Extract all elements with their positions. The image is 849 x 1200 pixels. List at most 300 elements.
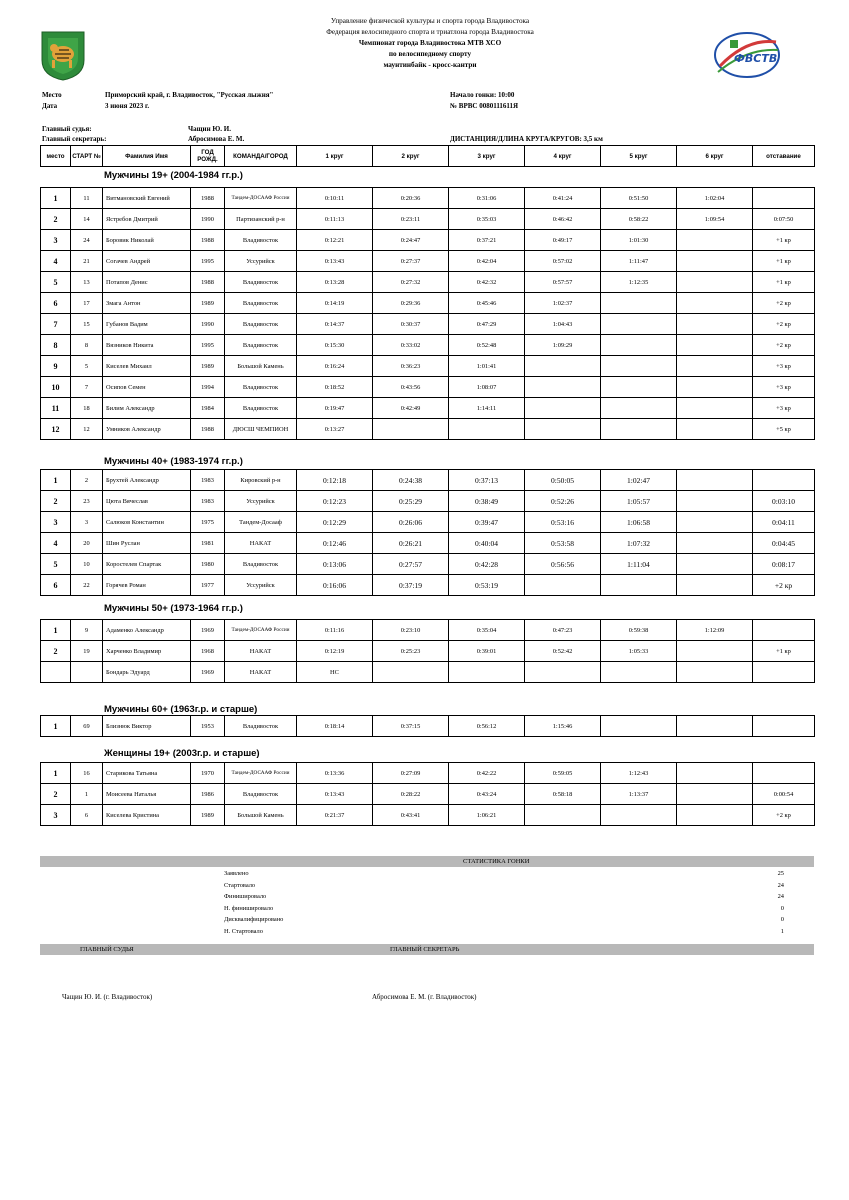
lap-2-cell: 0:23:11: [373, 209, 449, 230]
group-table-wrap: [40, 762, 814, 826]
birth-year-cell: 1995: [191, 251, 225, 272]
name-cell: Билим Александр: [103, 398, 191, 419]
result-row: [41, 641, 815, 662]
stats-row: [224, 914, 784, 925]
start-number-cell: 18: [71, 398, 103, 419]
place-cell: 1: [41, 716, 71, 737]
team-cell: ДЮСШ ЧЕМПИОН: [225, 419, 297, 440]
stats-label: Н. Стартовало: [224, 927, 263, 935]
place-label: Место: [42, 91, 62, 99]
lap-2-cell: 0:43:56: [373, 377, 449, 398]
lap-2-cell: 0:24:47: [373, 230, 449, 251]
team-cell: Уссурийск: [225, 575, 297, 596]
place-cell: 9: [41, 356, 71, 377]
start-number-cell: 17: [71, 293, 103, 314]
lap-5-cell: [601, 662, 677, 683]
group-table: [40, 469, 815, 596]
birth-year-cell: 1988: [191, 272, 225, 293]
place-cell: 2: [41, 641, 71, 662]
judge-value: Чащин Ю. И.: [188, 125, 231, 133]
lap-3-cell: [449, 419, 525, 440]
result-row: [41, 356, 815, 377]
result-row: [41, 314, 815, 335]
date-value: 3 июня 2023 г.: [105, 102, 150, 110]
name-cell: Боровик Николай: [103, 230, 191, 251]
gap-cell: +1 кр: [753, 230, 815, 251]
lap-1-cell: 0:13:36: [297, 763, 373, 784]
group-title: Мужчины 40+ (1983-1974 гг.р.): [104, 456, 243, 467]
stats-label: Дисквалифицировано: [224, 916, 284, 923]
city-coat-of-arms-icon: [40, 30, 86, 82]
team-cell: Уссурийск: [225, 251, 297, 272]
lap-2-cell: 0:25:29: [373, 491, 449, 512]
judge-signature: Чащин Ю. И. (г. Владивосток): [62, 993, 153, 1001]
lap-5-cell: 1:13:37: [601, 784, 677, 805]
team-cell: Партизанский р-н: [225, 209, 297, 230]
place-cell: 2: [41, 491, 71, 512]
gap-cell: +2 кр: [753, 293, 815, 314]
birth-year-cell: 1994: [191, 377, 225, 398]
name-cell: Потапов Денис: [103, 272, 191, 293]
lap-1-cell: 0:12:19: [297, 641, 373, 662]
place-cell: 7: [41, 314, 71, 335]
team-cell: НАКАТ: [225, 641, 297, 662]
lap-3-cell: 1:01:41: [449, 356, 525, 377]
result-row: [41, 716, 815, 737]
lap-4-cell: [525, 419, 601, 440]
lap-3-cell: 0:35:03: [449, 209, 525, 230]
lap-2-cell: [373, 419, 449, 440]
result-row: [41, 209, 815, 230]
lap-1-cell: 0:14:19: [297, 293, 373, 314]
name-cell: Вязников Никита: [103, 335, 191, 356]
lap-6-cell: 1:02:04: [677, 188, 753, 209]
lap-4-cell: 0:52:42: [525, 641, 601, 662]
team-cell: Тандем-ДОСААФ России: [225, 763, 297, 784]
lap-3-cell: 0:39:01: [449, 641, 525, 662]
start-number-cell: 8: [71, 335, 103, 356]
result-row: [41, 377, 815, 398]
name-cell: Близнюк Виктор: [103, 716, 191, 737]
birth-year-cell: 1990: [191, 314, 225, 335]
lap-1-cell: 0:15:30: [297, 335, 373, 356]
column-header: СТАРТ №: [71, 146, 103, 167]
start-number-cell: 10: [71, 554, 103, 575]
birth-year-cell: 1981: [191, 533, 225, 554]
lap-4-cell: 1:15:46: [525, 716, 601, 737]
lap-1-cell: 0:13:43: [297, 251, 373, 272]
gap-cell: +2 кр: [753, 335, 815, 356]
group-title: Мужчины 50+ (1973-1964 гг.р.): [104, 603, 243, 614]
team-cell: Тандем-ДОСААФ России: [225, 620, 297, 641]
column-header: место: [41, 146, 71, 167]
start-number-cell: 20: [71, 533, 103, 554]
start-number-cell: 21: [71, 251, 103, 272]
lap-1-cell: 0:13:28: [297, 272, 373, 293]
stats-label: Стартовало: [224, 881, 256, 889]
federation-logo-icon: [712, 28, 782, 80]
start-number-cell: 9: [71, 620, 103, 641]
birth-year-cell: 1968: [191, 641, 225, 662]
lap-4-cell: 0:57:02: [525, 251, 601, 272]
lap-5-cell: [601, 419, 677, 440]
birth-year-cell: 1980: [191, 554, 225, 575]
stats-row: [224, 880, 784, 891]
lap-5-cell: 1:11:04: [601, 554, 677, 575]
lap-2-cell: 0:33:02: [373, 335, 449, 356]
lap-6-cell: [677, 314, 753, 335]
start-number-cell: 23: [71, 491, 103, 512]
name-cell: Коростелев Спартак: [103, 554, 191, 575]
lap-1-cell: 0:18:14: [297, 716, 373, 737]
lap-4-cell: 1:09:29: [525, 335, 601, 356]
lap-1-cell: 0:12:29: [297, 512, 373, 533]
distance-label: ДИСТАНЦИЯ/ДЛИНА КРУГА/КРУГОВ: 3,5 км: [450, 135, 603, 143]
lap-5-cell: [601, 335, 677, 356]
lap-2-cell: 0:24:38: [373, 470, 449, 491]
lap-5-cell: [601, 575, 677, 596]
team-cell: Владивосток: [225, 272, 297, 293]
lap-3-cell: 0:37:13: [449, 470, 525, 491]
lap-1-cell: 0:11:13: [297, 209, 373, 230]
lap-1-cell: 0:13:27: [297, 419, 373, 440]
birth-year-cell: 1953: [191, 716, 225, 737]
judge-title: ГЛАВНЫЙ СУДЬЯ: [80, 946, 134, 953]
lap-3-cell: 0:42:22: [449, 763, 525, 784]
start-number-cell: 7: [71, 377, 103, 398]
name-cell: Старикова Татьяна: [103, 763, 191, 784]
lap-5-cell: [601, 314, 677, 335]
lap-1-cell: 0:10:11: [297, 188, 373, 209]
birth-year-cell: 1977: [191, 575, 225, 596]
lap-1-cell: 0:13:43: [297, 784, 373, 805]
lap-2-cell: 0:27:37: [373, 251, 449, 272]
signature-title-bar: [40, 944, 814, 955]
lap-6-cell: [677, 575, 753, 596]
start-number-cell: 15: [71, 314, 103, 335]
column-header: 6 круг: [677, 146, 753, 167]
lap-1-cell: 0:16:06: [297, 575, 373, 596]
lap-4-cell: 0:50:05: [525, 470, 601, 491]
team-cell: Владивосток: [225, 230, 297, 251]
team-cell: Тандем-ДОСААФ России: [225, 188, 297, 209]
name-cell: Губанов Вадим: [103, 314, 191, 335]
lap-2-cell: 0:37:19: [373, 575, 449, 596]
lap-5-cell: 1:06:58: [601, 512, 677, 533]
lap-5-cell: 1:12:43: [601, 763, 677, 784]
lap-2-cell: 0:42:49: [373, 398, 449, 419]
place-cell: 2: [41, 784, 71, 805]
header-line-5: маунтинбайк - кросс-кантри: [383, 61, 477, 69]
lap-5-cell: [601, 805, 677, 826]
team-cell: Владивосток: [225, 314, 297, 335]
lap-6-cell: [677, 377, 753, 398]
lap-5-cell: [601, 377, 677, 398]
result-row: [41, 470, 815, 491]
lap-3-cell: 0:35:04: [449, 620, 525, 641]
result-row: [41, 293, 815, 314]
lap-3-cell: 0:56:12: [449, 716, 525, 737]
stats-title: СТАТИСТИКА ГОНКИ: [463, 858, 530, 865]
start-number-cell: 22: [71, 575, 103, 596]
lap-6-cell: [677, 293, 753, 314]
lap-5-cell: 1:01:30: [601, 230, 677, 251]
lap-6-cell: [677, 398, 753, 419]
birth-year-cell: 1983: [191, 470, 225, 491]
column-header: Фамилия Имя: [103, 146, 191, 167]
column-header: отставание: [753, 146, 815, 167]
group-table-wrap: [40, 187, 814, 440]
team-cell: Владивосток: [225, 335, 297, 356]
lap-1-cell: НС: [297, 662, 373, 683]
lap-4-cell: [525, 398, 601, 419]
group-title: Женщины 19+ (2003г.р. и старше): [104, 748, 260, 759]
place-cell: 10: [41, 377, 71, 398]
team-cell: НАКАТ: [225, 662, 297, 683]
place-cell: 1: [41, 620, 71, 641]
result-row: [41, 554, 815, 575]
gap-cell: +1 кр: [753, 641, 815, 662]
lap-6-cell: [677, 554, 753, 575]
name-cell: Брухтей Александр: [103, 470, 191, 491]
result-row: [41, 512, 815, 533]
header-line-1: Управление физической культуры и спорта города Владивостока: [330, 17, 530, 25]
lap-4-cell: 1:02:37: [525, 293, 601, 314]
group-table-wrap: [40, 715, 814, 737]
lap-4-cell: 0:46:42: [525, 209, 601, 230]
lap-2-cell: 0:26:06: [373, 512, 449, 533]
lap-5-cell: [601, 356, 677, 377]
place-cell: 3: [41, 805, 71, 826]
column-header: 2 круг: [373, 146, 449, 167]
birth-year-cell: 1983: [191, 491, 225, 512]
lap-1-cell: 0:14:37: [297, 314, 373, 335]
lap-6-cell: [677, 272, 753, 293]
lap-3-cell: 1:06:21: [449, 805, 525, 826]
lap-3-cell: 1:08:07: [449, 377, 525, 398]
place-cell: 6: [41, 575, 71, 596]
lap-5-cell: 1:12:35: [601, 272, 677, 293]
result-row: [41, 533, 815, 554]
team-cell: Большой Камень: [225, 356, 297, 377]
lap-2-cell: 0:30:37: [373, 314, 449, 335]
lap-1-cell: 0:16:24: [297, 356, 373, 377]
birth-year-cell: 1988: [191, 419, 225, 440]
lap-1-cell: 0:12:46: [297, 533, 373, 554]
lap-4-cell: [525, 805, 601, 826]
result-row: [41, 805, 815, 826]
lap-2-cell: 0:23:10: [373, 620, 449, 641]
place-cell: 5: [41, 272, 71, 293]
lap-5-cell: 1:05:57: [601, 491, 677, 512]
stats-value: 0: [780, 904, 784, 912]
result-row: [41, 188, 815, 209]
lap-5-cell: 0:51:50: [601, 188, 677, 209]
gap-cell: +1 кр: [753, 251, 815, 272]
stats-value: 0: [780, 916, 784, 923]
gap-cell: 0:04:45: [753, 533, 815, 554]
lap-6-cell: [677, 230, 753, 251]
gap-cell: [753, 470, 815, 491]
group-table-wrap: [40, 619, 814, 683]
stats-row: [224, 903, 784, 914]
lap-3-cell: 0:53:19: [449, 575, 525, 596]
name-cell: Цюта Вячеслав: [103, 491, 191, 512]
lap-6-cell: [677, 470, 753, 491]
lap-2-cell: 0:27:32: [373, 272, 449, 293]
lap-2-cell: 0:28:22: [373, 784, 449, 805]
name-cell: Киселева Кристина: [103, 805, 191, 826]
lap-3-cell: 0:52:48: [449, 335, 525, 356]
result-row: [41, 620, 815, 641]
lap-6-cell: [677, 763, 753, 784]
place-cell: 1: [41, 188, 71, 209]
start-time: Начало гонки: 10:00: [450, 91, 515, 99]
name-cell: Ястребов Дмитрий: [103, 209, 191, 230]
gap-cell: 0:04:11: [753, 512, 815, 533]
header-line-4: по велосипедному спорту: [388, 50, 472, 58]
place-cell: 8: [41, 335, 71, 356]
lap-3-cell: 0:47:29: [449, 314, 525, 335]
start-number-cell: 16: [71, 763, 103, 784]
place-cell: 4: [41, 533, 71, 554]
team-cell: Владивосток: [225, 554, 297, 575]
gap-cell: +2 кр: [753, 805, 815, 826]
lap-4-cell: 0:58:18: [525, 784, 601, 805]
group-title: Мужчины 19+ (2004-1984 гг.р.): [104, 170, 243, 181]
team-cell: Владивосток: [225, 398, 297, 419]
place-cell: 12: [41, 419, 71, 440]
lap-3-cell: 0:42:32: [449, 272, 525, 293]
lap-3-cell: 0:39:47: [449, 512, 525, 533]
lap-6-cell: [677, 784, 753, 805]
place-cell: [41, 662, 71, 683]
lap-6-cell: 1:09:54: [677, 209, 753, 230]
place-cell: 3: [41, 230, 71, 251]
federation-logo-text: ФВСТВ: [734, 52, 778, 65]
result-row: [41, 251, 815, 272]
lap-3-cell: 0:40:04: [449, 533, 525, 554]
gap-cell: +5 кр: [753, 419, 815, 440]
lap-2-cell: 0:43:41: [373, 805, 449, 826]
lap-1-cell: 0:12:21: [297, 230, 373, 251]
lap-4-cell: [525, 575, 601, 596]
start-number-cell: 19: [71, 641, 103, 662]
place-cell: 11: [41, 398, 71, 419]
start-number-cell: 14: [71, 209, 103, 230]
lap-4-cell: 1:04:43: [525, 314, 601, 335]
lap-1-cell: 0:12:18: [297, 470, 373, 491]
lap-5-cell: [601, 293, 677, 314]
gap-cell: +3 кр: [753, 398, 815, 419]
stats-value: 1: [780, 927, 784, 935]
name-cell: Адаменко Александр: [103, 620, 191, 641]
gap-cell: [753, 188, 815, 209]
team-cell: Тандем-Досааф: [225, 512, 297, 533]
stats-row: [224, 891, 784, 902]
birth-year-cell: 1986: [191, 784, 225, 805]
column-header: 1 круг: [297, 146, 373, 167]
lap-5-cell: [601, 716, 677, 737]
lap-1-cell: 0:21:37: [297, 805, 373, 826]
start-number-cell: 11: [71, 188, 103, 209]
lap-2-cell: 0:29:36: [373, 293, 449, 314]
place-cell: 4: [41, 251, 71, 272]
lap-5-cell: 0:59:38: [601, 620, 677, 641]
name-cell: Моисеева Наталья: [103, 784, 191, 805]
birth-year-cell: 1969: [191, 662, 225, 683]
stats-label: Финишировало: [224, 893, 267, 900]
birth-year-cell: 1969: [191, 620, 225, 641]
birth-year-cell: 1988: [191, 188, 225, 209]
place-cell: 5: [41, 554, 71, 575]
lap-6-cell: [677, 251, 753, 272]
lap-4-cell: 0:57:57: [525, 272, 601, 293]
team-cell: Кировский р-н: [225, 470, 297, 491]
group-table: [40, 762, 815, 826]
lap-6-cell: [677, 356, 753, 377]
start-number-cell: 12: [71, 419, 103, 440]
name-cell: Умников Александр: [103, 419, 191, 440]
birth-year-cell: 1988: [191, 230, 225, 251]
result-row: [41, 784, 815, 805]
lap-3-cell: [449, 662, 525, 683]
team-cell: Владивосток: [225, 784, 297, 805]
lap-5-cell: [601, 398, 677, 419]
result-row: [41, 662, 815, 683]
column-header: 4 круг: [525, 146, 601, 167]
lap-3-cell: 0:42:04: [449, 251, 525, 272]
name-cell: Осипов Семен: [103, 377, 191, 398]
place-cell: 1: [41, 470, 71, 491]
place-cell: 2: [41, 209, 71, 230]
group-table: [40, 187, 815, 440]
secretary-value: Абросимова Е. М.: [188, 135, 245, 143]
start-number-cell: 1: [71, 784, 103, 805]
lap-1-cell: 0:18:52: [297, 377, 373, 398]
start-number-cell: 2: [71, 470, 103, 491]
lap-6-cell: [677, 662, 753, 683]
result-row: [41, 575, 815, 596]
results-header-table: [40, 145, 815, 167]
group-title: Мужчины 60+ (1963г.р. и старше): [104, 704, 258, 715]
stats-title-bar: [40, 856, 814, 867]
place-value: Приморский край, г. Владивосток, "Русская лыжня": [105, 91, 274, 99]
gap-cell: +1 кр: [753, 272, 815, 293]
header-line-3: Чемпионат города Владивостока МТВ ХСО: [358, 39, 502, 47]
gap-cell: 0:08:17: [753, 554, 815, 575]
group-table-wrap: [40, 469, 814, 596]
lap-4-cell: 0:59:05: [525, 763, 601, 784]
stats-label: Н. финишировало: [224, 904, 274, 912]
result-row: [41, 419, 815, 440]
start-number-cell: 69: [71, 716, 103, 737]
gap-cell: 0:03:10: [753, 491, 815, 512]
name-cell: Салюков Константин: [103, 512, 191, 533]
lap-6-cell: [677, 716, 753, 737]
lap-5-cell: 0:58:22: [601, 209, 677, 230]
team-cell: Владивосток: [225, 377, 297, 398]
lap-5-cell: 1:07:32: [601, 533, 677, 554]
lap-5-cell: 1:11:47: [601, 251, 677, 272]
column-header: ГОД РОЖД.: [191, 146, 225, 167]
start-number-cell: 24: [71, 230, 103, 251]
lap-3-cell: 0:31:06: [449, 188, 525, 209]
column-header: 5 круг: [601, 146, 677, 167]
lap-6-cell: 1:12:09: [677, 620, 753, 641]
birth-year-cell: 1970: [191, 763, 225, 784]
birth-year-cell: 1975: [191, 512, 225, 533]
